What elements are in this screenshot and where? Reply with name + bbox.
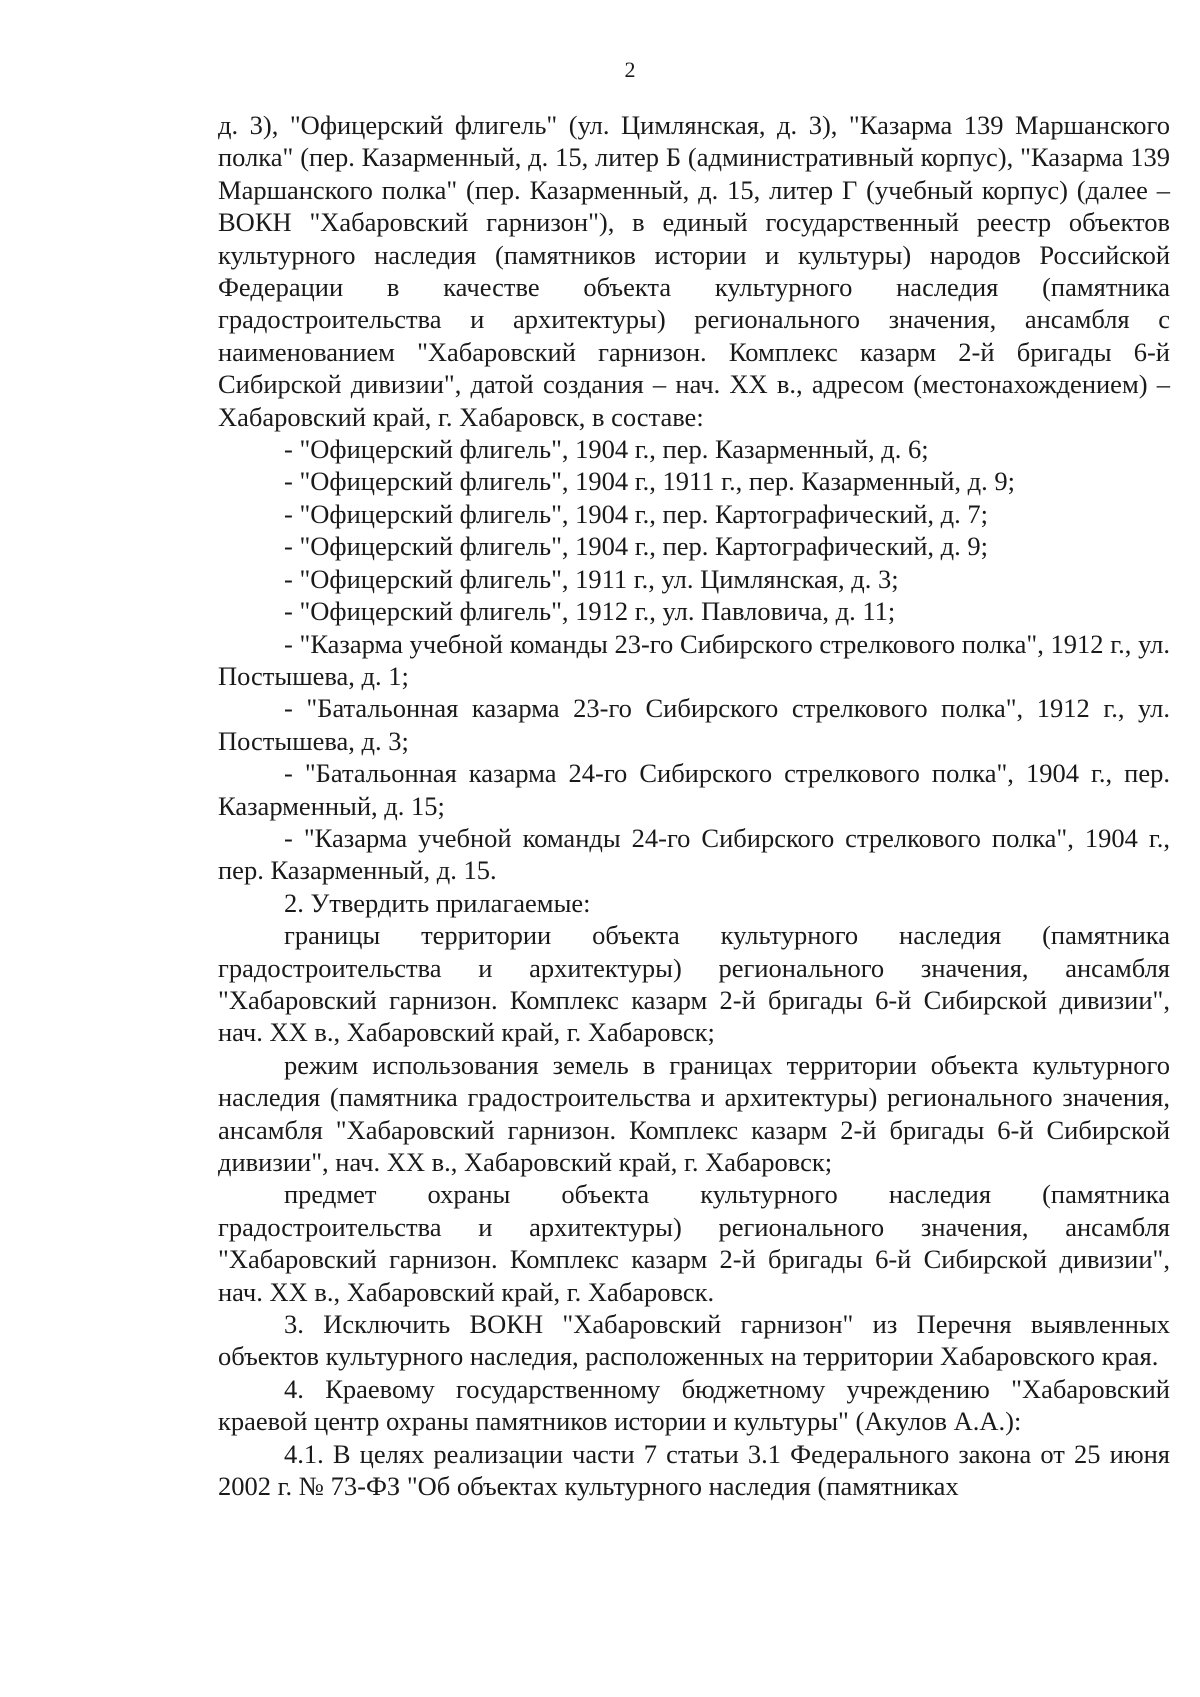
list-item: - "Офицерский флигель", 1912 г., ул. Павловича, д. 11; [284, 596, 896, 627]
page-number: 2 [624, 57, 636, 82]
clause-2-heading: 2. Утвердить прилагаемые: [284, 887, 591, 918]
list-item: - "Батальонная казарма 23-го Сибирского стрелкового полка", 1912 г., ул. Постышева, д. 3; [218, 693, 1170, 756]
paragraph-continuation: д. 3), "Офицерский флигель" (ул. Цимлянская, д. 3), "Казарма 139 Маршанского полка" (пер. Казарменный, д. 15, литер Б (административный корпус), "Казарма 139 Маршанского полка" (пер. Казарменный, д. 15, литер Г (учебный корпус) (далее – ВОКН "Хабаровский гарнизон"), в единый государственный реестр объектов культурного наследия (памятников истории и культуры) народов Российской Федерации в качестве объекта культурного наследия (памятника градостроительства и архитектуры) регионального значения, ансамбля с наименованием "Хабаровский гарнизон. Комплекс казарм 2-й бригады 6-й Сибирской дивизии", датой создания – нач. XX в., адресом (местонахождением) – Хабаровский край, г. Хабаровск, в составе: [218, 110, 1170, 432]
document-body [218, 109, 1170, 1502]
list-item: - "Офицерский флигель", 1911 г., ул. Цимлянская, д. 3; [284, 563, 899, 594]
list-item: - "Батальонная казарма 24-го Сибирского стрелкового полка", 1904 г., пер. Казарменный, д. 15; [218, 758, 1170, 821]
list-item: - "Казарма учебной команды 24-го Сибирского стрелкового полка", 1904 г., пер. Казарменный, д. 15. [218, 822, 1170, 886]
clause-4-1: 4.1. В целях реализации части 7 статьи 3.1 Федерального закона от 25 июня 2002 г. № 73-ФЗ "Об объектах культурного наследия (памятниках [218, 1438, 1170, 1502]
list-item: - "Казарма учебной команды 23-го Сибирского стрелкового полка", 1912 г., ул. Постышева, д. 1; [218, 628, 1170, 691]
clause-2-protection-subject: предмет охраны объекта культурного наследия (памятника градостроительства и архитектуры) регионального значения, ансамбля "Хабаровский гарнизон. Комплекс казарм 2-й бригады 6-й Сибирской дивизии", нач. XX в., Хабаровский край, г. Хабаровск. [218, 1179, 1170, 1307]
list-item: - "Офицерский флигель", 1904 г., пер. Картографический, д. 7; [284, 498, 989, 529]
clause-2-territory-boundaries: границы территории объекта культурного наследия (памятника градостроительства и архитектуры) регионального значения, ансамбля "Хабаровский гарнизон. Комплекс казарм 2-й бригады 6-й Сибирской дивизии", нач. XX в., Хабаровский край, г. Хабаровск; [218, 920, 1170, 1048]
list-item: - "Офицерский флигель", 1904 г., 1911 г., пер. Казарменный, д. 9; [284, 466, 1016, 497]
clause-3: 3. Исключить ВОКН "Хабаровский гарнизон" из Перечня выявленных объектов культурного наследия, расположенных на территории Хабаровского края. [218, 1309, 1170, 1372]
list-item: - "Офицерский флигель", 1904 г., пер. Казарменный, д. 6; [284, 434, 929, 465]
list-item: - "Офицерский флигель", 1904 г., пер. Картографический, д. 9; [284, 531, 989, 562]
clause-4: 4. Краевому государственному бюджетному учреждению "Хабаровский краевой центр охраны памятников истории и культуры" (Акулов А.А.): [218, 1373, 1170, 1437]
clause-2-land-use-regime: режим использования земель в границах территории объекта культурного наследия (памятника градостроительства и архитектуры) регионального значения, ансамбля "Хабаровский гарнизон. Комплекс казарм 2-й бригады 6-й Сибирской дивизии", нач. XX в., Хабаровский край, г. Хабаровск; [218, 1049, 1170, 1177]
